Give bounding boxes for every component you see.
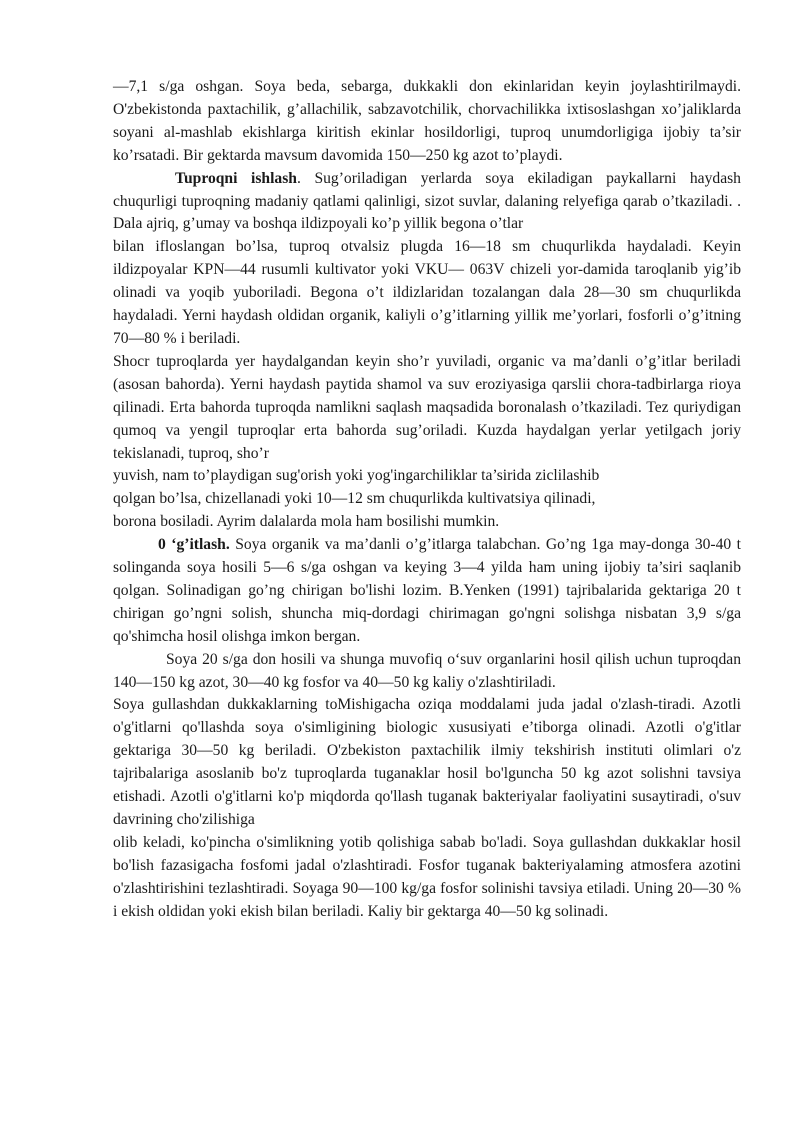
paragraph-phosphorus: olib keladi, ko'pincha o'simlikning yotib qolishiga sabab bo'ladi. Soya gullashdan dukkaklar hosil bo'lish fazasigacha fosfomi jadal o'zlashtiradi. Fosfor tuganak bakteriyalaming atmosfera azotini o'zlashtirishini tezlashtiradi. Soyaga 90—100 kg/ga fosfor solinishi tavsiya etiladi. Uning 20—30 % i ekish oldidan yoki ekish bilan beriladi. Kaliy bir gektarga 40—50 kg solinadi. [113,833,741,920]
paragraph-saline-soils: Shocr tuproqlarda yer haydalgandan keyin sho’r yuviladi, organic va ma’danli o’g’itlar beriladi (asosan bahorda). Yerni haydash paytida shamol va suv eroziyasiga qarslii chora-tadbirlarga rioya qilinadi. Erta bahorda tuproqda namlikni saqlash maqsadida boronalash o’tkaziladi. Tez quriydigan qumoq va yengil tuproqlar erta bahorda sug’oriladi. Kuzda haydalgan yerlar yetilgach joriy tekislanadi, tuproq, sho’r [113,352,741,462]
paragraph-plowing: bilan ifloslangan bo’lsa, tuproq otvalsiz plugda 16—18 sm chuqurlikda haydaladi. Keyin ildizpoyalar KPN—44 rusumli kultivator yoki VKU— 063V chizeli yor-damida taroqlanib yig’ib olinadi va yoqib yuboriladi. Begona o’t ildizlaridan tozalangan dala 28—30 sm chuqurlikda haydaladi. Yerni haydash oldidan organik, kaliyli o’g’itlarning yillik me’yorlari, fosforli o’g’itning 70—80 % i beriladi. [113,238,741,347]
paragraph-fertilizing-text: Soya organik va ma’danli o’g’itlarga talabchan. Go’ng 1ga may-donga 30-40 t solinganda soya hosili 5—6 s/ga oshgan va keying 3—4 yilda ham uning ijobiy ta’siri saqlanib qolgan. Solinadigan go’ng chirigan bo'lishi lozim. B.Yenken (1991) tajribalarida gektariga 20 t chirigan go’ngni solish, shuncha miq-dordagi chirimagan go'ngni solishga nisbatan 3,9 s/ga qo'shimcha hosil olishga imkon bergan. [113,536,742,645]
paragraph-chiseling [113,465,741,534]
paragraph-intro: —7,1 s/ga oshgan. Soya beda, sebarga, dukkakli don ekinlaridan keyin joylashtirilmaydi. O'zbekistonda paxtachilik, g’allachilik, sabzavotchilik, chorvachilikka ixtisoslashgan xo’jaliklarda soyani al-mashlab ekishlarga kiritish ekinlar hosildorligi, tuproq unumdorligiga ijobiy ta’sir ko’rsatadi. Bir gektarda mavsum davomida 150—250 kg azot to’playdi. [113,78,741,164]
text-line: qolgan bo’lsa, chizellanadi yoki 10—12 sm chuqurlikda kultivatsiya qilinadi, [113,490,596,508]
section-heading-soil-tillage: Tuproqni ishlash [175,169,297,187]
section-heading-fertilizing: 0 ‘g’itlash. [158,536,230,554]
paragraph-soil-tillage [113,168,741,237]
document-page [113,76,741,924]
paragraph-nitrogen: Soya gullashdan dukkaklarning toMishigacha oziqa moddalami juda jadal o'zlash-tiradi. Azotli o'g'itlarni qo'llashda soya o'simligining biologic xususiyati e’tiborga olinadi. Azotli o'g'itlar gektariga 30—50 kg beriladi. O'zbekiston paxtachilik ilmiy tekshirish instituti olimlari o'z tajribalariga asoslanib bo'z tuproqlarda tuganaklar hosil bo'lguncha 50 kg azot solishni tavsiya etishadi. Azotli o'g'itlarni ko'p miqdorda qo'llash tuganak bakteriyalar faoliyatini susaytiradi, o'suv davrining cho'zilishiga [113,696,741,828]
text-line: borona bosiladi. Ayrim dalalarda mola ham bosilishi mumkin. [113,513,500,531]
text-line: yuvish, nam to’playdigan sug'orish yoki yog'ingarchiliklar ta’sirida ziclilashib [113,467,600,485]
paragraph-fertilizing [113,534,741,649]
paragraph-nutrient-uptake: Soya 20 s/ga don hosili va shunga muvofiq o‘suv organlarini hosil qilish uchun tuproqdan 140—150 kg azot, 30—40 kg fosfor va 40—50 kg kaliy o'zlashtiriladi. [113,650,741,691]
paragraph-soil-tillage-text: . Sug’oriladigan yerlarda soya ekiladigan paykallarni haydash chuqurligi tuproqning madaniy qatlami qalinligi, sizot suvlar, dalaning relyefiga qarab o’tkaziladi. . Dala ajriq, g’umay va boshqa ildizpoyali ko’p yillik begona o’tlar [113,169,741,233]
